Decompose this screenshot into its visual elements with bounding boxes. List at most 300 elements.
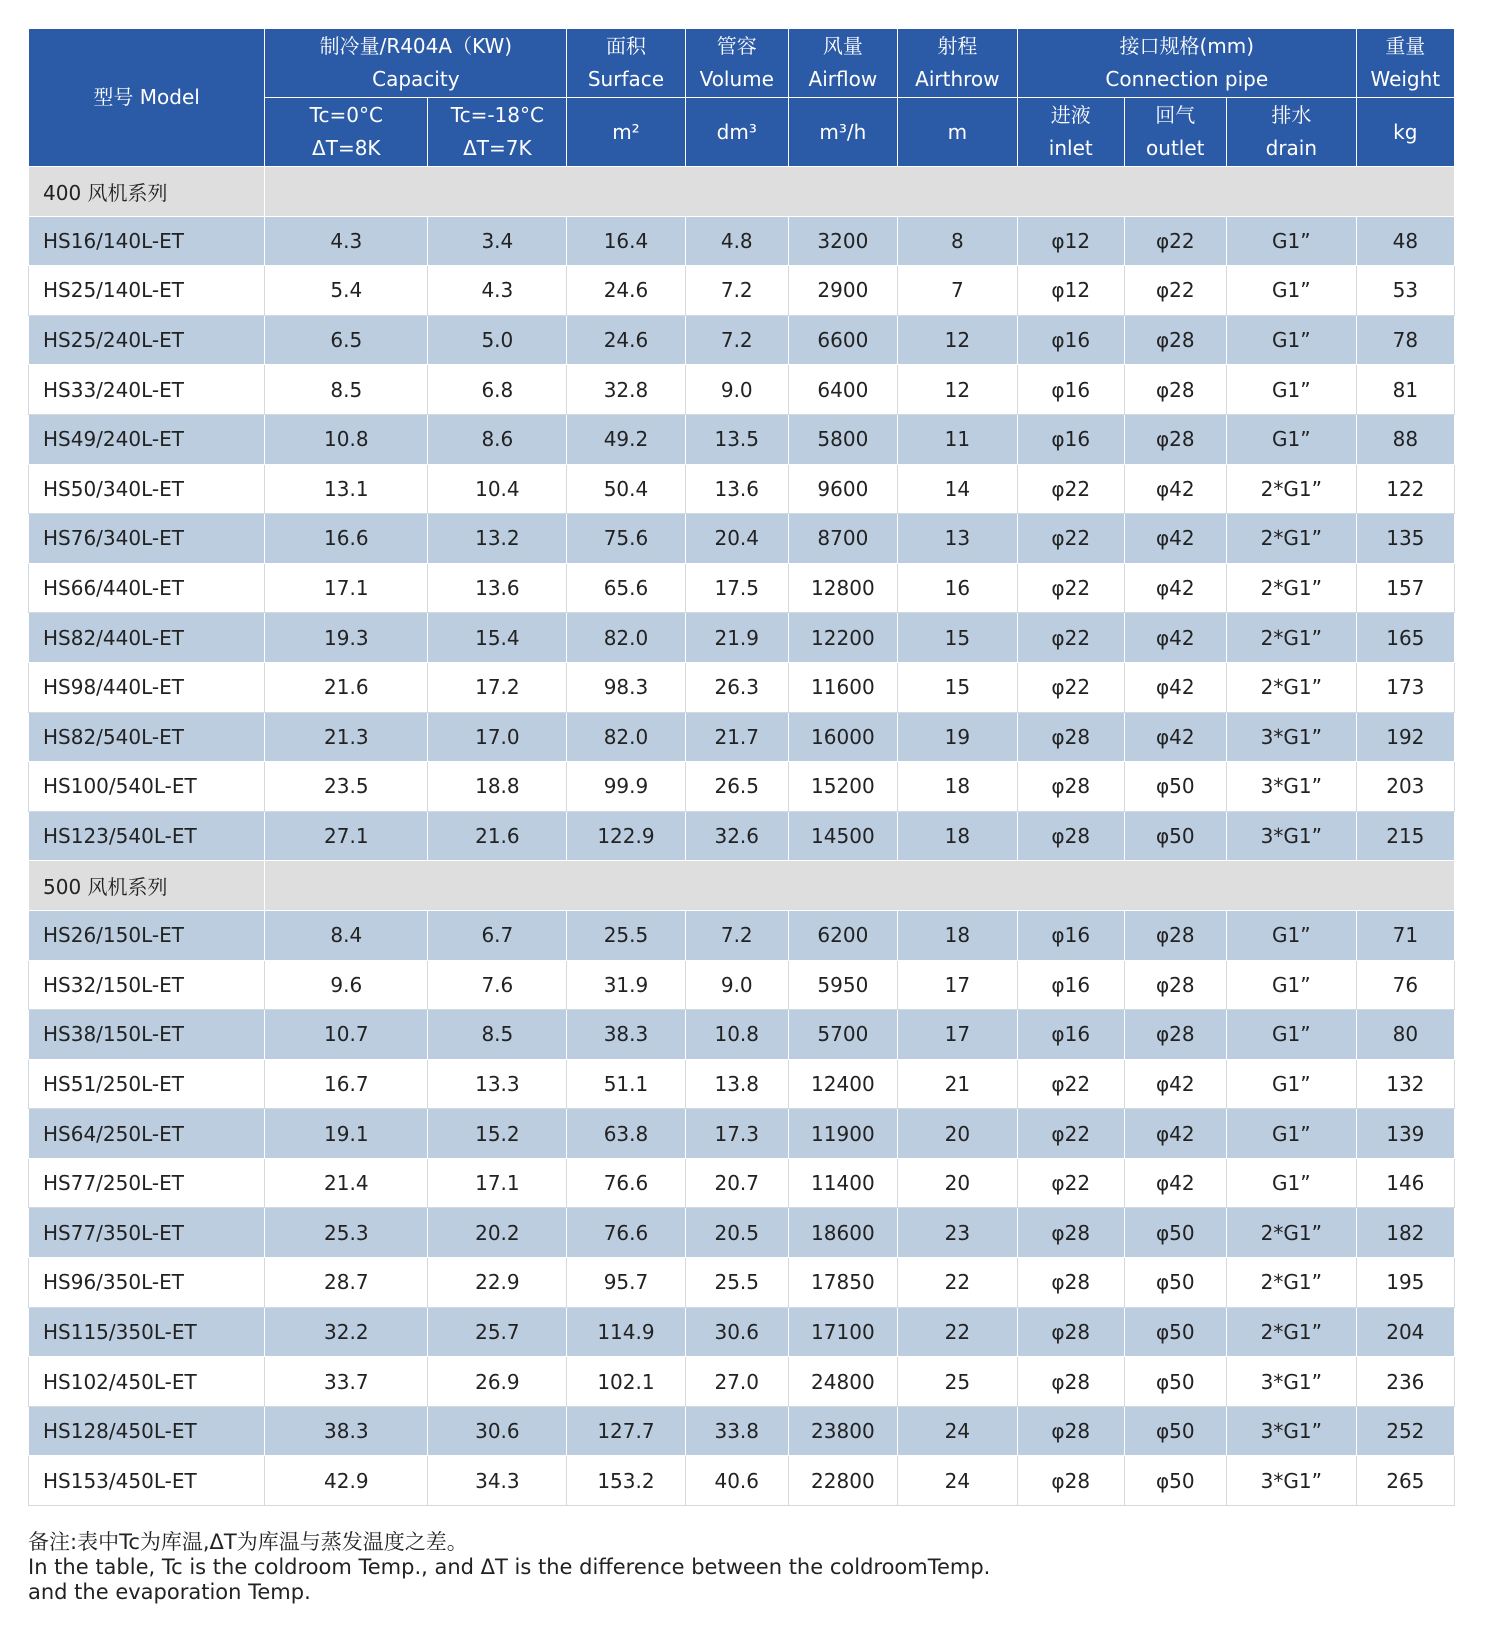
cell-volume: 9.0 bbox=[685, 365, 788, 415]
table-row bbox=[29, 1406, 1455, 1456]
cell-drain: 3*G1” bbox=[1227, 1357, 1357, 1407]
cell-outlet: φ42 bbox=[1124, 662, 1226, 712]
cell-capacity-tc18: 6.7 bbox=[428, 910, 567, 960]
table-row bbox=[29, 1258, 1455, 1308]
cell-inlet: φ16 bbox=[1017, 414, 1124, 464]
cell-airflow: 16000 bbox=[789, 712, 898, 762]
cell-outlet: φ28 bbox=[1124, 315, 1226, 365]
cell-outlet: φ28 bbox=[1124, 414, 1226, 464]
cell-airflow: 6400 bbox=[789, 365, 898, 415]
cell-weight: 215 bbox=[1356, 811, 1454, 861]
cell-volume: 13.6 bbox=[685, 464, 788, 514]
header-volume-unit: dm³ bbox=[685, 98, 788, 167]
cell-airflow: 14500 bbox=[789, 811, 898, 861]
cell-capacity-tc18: 22.9 bbox=[428, 1258, 567, 1308]
cell-drain: G1” bbox=[1227, 1158, 1357, 1208]
cell-airflow: 6600 bbox=[789, 315, 898, 365]
cell-surface: 76.6 bbox=[567, 1158, 685, 1208]
cell-drain: G1” bbox=[1227, 365, 1357, 415]
group-spacer bbox=[265, 167, 1455, 217]
table-row bbox=[29, 712, 1455, 762]
cell-capacity-tc0: 23.5 bbox=[265, 762, 428, 812]
cell-model: HS26/150L-ET bbox=[29, 910, 265, 960]
header-connection: 接口规格(mm) Connection pipe bbox=[1017, 29, 1356, 98]
cell-airthrow: 24 bbox=[897, 1456, 1017, 1506]
cell-inlet: φ16 bbox=[1017, 910, 1124, 960]
cell-outlet: φ50 bbox=[1124, 811, 1226, 861]
cell-capacity-tc18: 4.3 bbox=[428, 266, 567, 316]
cell-inlet: φ16 bbox=[1017, 315, 1124, 365]
cell-capacity-tc0: 8.5 bbox=[265, 365, 428, 415]
cell-capacity-tc0: 6.5 bbox=[265, 315, 428, 365]
cell-volume: 40.6 bbox=[685, 1456, 788, 1506]
cell-surface: 76.6 bbox=[567, 1208, 685, 1258]
cell-airthrow: 24 bbox=[897, 1406, 1017, 1456]
group-spacer bbox=[265, 861, 1455, 911]
cell-surface: 50.4 bbox=[567, 464, 685, 514]
cell-outlet: φ42 bbox=[1124, 1158, 1226, 1208]
cell-airthrow: 8 bbox=[897, 216, 1017, 266]
cell-outlet: φ50 bbox=[1124, 1258, 1226, 1308]
cell-airflow: 12800 bbox=[789, 563, 898, 613]
cell-volume: 25.5 bbox=[685, 1258, 788, 1308]
cell-airthrow: 17 bbox=[897, 1010, 1017, 1060]
cell-capacity-tc0: 5.4 bbox=[265, 266, 428, 316]
cell-capacity-tc18: 5.0 bbox=[428, 315, 567, 365]
cell-outlet: φ28 bbox=[1124, 910, 1226, 960]
cell-outlet: φ42 bbox=[1124, 613, 1226, 663]
table-row bbox=[29, 365, 1455, 415]
cell-capacity-tc0: 28.7 bbox=[265, 1258, 428, 1308]
cell-capacity-tc18: 18.8 bbox=[428, 762, 567, 812]
cell-airthrow: 18 bbox=[897, 910, 1017, 960]
cell-inlet: φ28 bbox=[1017, 1208, 1124, 1258]
cell-model: HS38/150L-ET bbox=[29, 1010, 265, 1060]
cell-inlet: φ22 bbox=[1017, 1059, 1124, 1109]
cell-model: HS33/240L-ET bbox=[29, 365, 265, 415]
cell-weight: 71 bbox=[1356, 910, 1454, 960]
cell-outlet: φ22 bbox=[1124, 216, 1226, 266]
cell-airthrow: 20 bbox=[897, 1109, 1017, 1159]
cell-weight: 204 bbox=[1356, 1307, 1454, 1357]
cell-airthrow: 19 bbox=[897, 712, 1017, 762]
cell-surface: 38.3 bbox=[567, 1010, 685, 1060]
cell-airflow: 11600 bbox=[789, 662, 898, 712]
cell-surface: 65.6 bbox=[567, 563, 685, 613]
cell-model: HS98/440L-ET bbox=[29, 662, 265, 712]
table-row bbox=[29, 1158, 1455, 1208]
cell-outlet: φ42 bbox=[1124, 464, 1226, 514]
cell-model: HS49/240L-ET bbox=[29, 414, 265, 464]
cell-outlet: φ22 bbox=[1124, 266, 1226, 316]
header-drain: 排水 drain bbox=[1227, 98, 1357, 167]
cell-surface: 51.1 bbox=[567, 1059, 685, 1109]
cell-airflow: 3200 bbox=[789, 216, 898, 266]
cell-surface: 102.1 bbox=[567, 1357, 685, 1407]
cell-capacity-tc18: 20.2 bbox=[428, 1208, 567, 1258]
cell-drain: G1” bbox=[1227, 1059, 1357, 1109]
cell-weight: 265 bbox=[1356, 1456, 1454, 1506]
table-row bbox=[29, 1456, 1455, 1506]
cell-model: HS123/540L-ET bbox=[29, 811, 265, 861]
cell-surface: 32.8 bbox=[567, 365, 685, 415]
cell-capacity-tc0: 42.9 bbox=[265, 1456, 428, 1506]
cell-model: HS128/450L-ET bbox=[29, 1406, 265, 1456]
group-row bbox=[29, 861, 1455, 911]
cell-capacity-tc18: 17.0 bbox=[428, 712, 567, 762]
cell-model: HS64/250L-ET bbox=[29, 1109, 265, 1159]
cell-inlet: φ16 bbox=[1017, 960, 1124, 1010]
cell-volume: 32.6 bbox=[685, 811, 788, 861]
header-airthrow-unit: m bbox=[897, 98, 1017, 167]
spec-table-container bbox=[28, 28, 1455, 1506]
cell-airflow: 9600 bbox=[789, 464, 898, 514]
cell-surface: 153.2 bbox=[567, 1456, 685, 1506]
cell-outlet: φ42 bbox=[1124, 712, 1226, 762]
cell-airthrow: 12 bbox=[897, 365, 1017, 415]
cell-volume: 10.8 bbox=[685, 1010, 788, 1060]
cell-drain: G1” bbox=[1227, 1109, 1357, 1159]
table-row bbox=[29, 563, 1455, 613]
cell-surface: 75.6 bbox=[567, 514, 685, 564]
cell-capacity-tc0: 16.6 bbox=[265, 514, 428, 564]
header-airflow-unit: m³/h bbox=[789, 98, 898, 167]
cell-inlet: φ28 bbox=[1017, 712, 1124, 762]
cell-drain: 3*G1” bbox=[1227, 762, 1357, 812]
table-row bbox=[29, 662, 1455, 712]
cell-airflow: 5700 bbox=[789, 1010, 898, 1060]
cell-inlet: φ28 bbox=[1017, 811, 1124, 861]
table-row bbox=[29, 315, 1455, 365]
cell-drain: 2*G1” bbox=[1227, 464, 1357, 514]
cell-model: HS51/250L-ET bbox=[29, 1059, 265, 1109]
cell-outlet: φ42 bbox=[1124, 1059, 1226, 1109]
cell-inlet: φ22 bbox=[1017, 613, 1124, 663]
footnote-cn: 备注:表中Tc为库温,ΔT为库温与蒸发温度之差。 bbox=[28, 1530, 468, 1554]
cell-airflow: 23800 bbox=[789, 1406, 898, 1456]
cell-weight: 203 bbox=[1356, 762, 1454, 812]
cell-airthrow: 25 bbox=[897, 1357, 1017, 1407]
cell-capacity-tc0: 21.6 bbox=[265, 662, 428, 712]
cell-inlet: φ22 bbox=[1017, 563, 1124, 613]
table-row bbox=[29, 514, 1455, 564]
cell-drain: 2*G1” bbox=[1227, 514, 1357, 564]
cell-weight: 236 bbox=[1356, 1357, 1454, 1407]
cell-inlet: φ28 bbox=[1017, 1307, 1124, 1357]
cell-airthrow: 17 bbox=[897, 960, 1017, 1010]
cell-volume: 20.4 bbox=[685, 514, 788, 564]
cell-surface: 24.6 bbox=[567, 315, 685, 365]
cell-surface: 98.3 bbox=[567, 662, 685, 712]
cell-airflow: 24800 bbox=[789, 1357, 898, 1407]
group-title: 400 风机系列 bbox=[29, 167, 265, 217]
cell-drain: G1” bbox=[1227, 910, 1357, 960]
cell-volume: 17.3 bbox=[685, 1109, 788, 1159]
cell-drain: 3*G1” bbox=[1227, 1406, 1357, 1456]
cell-weight: 135 bbox=[1356, 514, 1454, 564]
table-body bbox=[29, 167, 1455, 1506]
cell-outlet: φ42 bbox=[1124, 514, 1226, 564]
cell-volume: 13.5 bbox=[685, 414, 788, 464]
cell-surface: 95.7 bbox=[567, 1258, 685, 1308]
header-weight-unit: kg bbox=[1356, 98, 1454, 167]
cell-weight: 81 bbox=[1356, 365, 1454, 415]
table-row bbox=[29, 1109, 1455, 1159]
cell-capacity-tc18: 15.4 bbox=[428, 613, 567, 663]
cell-drain: 2*G1” bbox=[1227, 613, 1357, 663]
table-row bbox=[29, 216, 1455, 266]
cell-volume: 30.6 bbox=[685, 1307, 788, 1357]
cell-capacity-tc18: 8.5 bbox=[428, 1010, 567, 1060]
cell-capacity-tc0: 13.1 bbox=[265, 464, 428, 514]
cell-drain: 3*G1” bbox=[1227, 811, 1357, 861]
cell-weight: 122 bbox=[1356, 464, 1454, 514]
cell-inlet: φ12 bbox=[1017, 266, 1124, 316]
cell-outlet: φ50 bbox=[1124, 1357, 1226, 1407]
cell-model: HS115/350L-ET bbox=[29, 1307, 265, 1357]
cell-surface: 63.8 bbox=[567, 1109, 685, 1159]
cell-airthrow: 21 bbox=[897, 1059, 1017, 1109]
cell-outlet: φ28 bbox=[1124, 960, 1226, 1010]
cell-weight: 195 bbox=[1356, 1258, 1454, 1308]
cell-volume: 20.5 bbox=[685, 1208, 788, 1258]
cell-weight: 165 bbox=[1356, 613, 1454, 663]
cell-drain: 2*G1” bbox=[1227, 1307, 1357, 1357]
header-inlet: 进液 inlet bbox=[1017, 98, 1124, 167]
header-model: 型号 Model bbox=[29, 29, 265, 167]
cell-model: HS100/540L-ET bbox=[29, 762, 265, 812]
cell-capacity-tc18: 6.8 bbox=[428, 365, 567, 415]
cell-drain: 2*G1” bbox=[1227, 563, 1357, 613]
cell-capacity-tc18: 13.6 bbox=[428, 563, 567, 613]
cell-inlet: φ28 bbox=[1017, 1258, 1124, 1308]
cell-surface: 114.9 bbox=[567, 1307, 685, 1357]
cell-surface: 25.5 bbox=[567, 910, 685, 960]
table-row bbox=[29, 1357, 1455, 1407]
cell-capacity-tc0: 19.1 bbox=[265, 1109, 428, 1159]
table-row bbox=[29, 1010, 1455, 1060]
cell-capacity-tc18: 30.6 bbox=[428, 1406, 567, 1456]
cell-capacity-tc18: 17.2 bbox=[428, 662, 567, 712]
cell-airthrow: 18 bbox=[897, 762, 1017, 812]
cell-weight: 157 bbox=[1356, 563, 1454, 613]
table-header bbox=[29, 29, 1455, 167]
table-row bbox=[29, 464, 1455, 514]
cell-capacity-tc0: 33.7 bbox=[265, 1357, 428, 1407]
table-row bbox=[29, 613, 1455, 663]
table-row bbox=[29, 960, 1455, 1010]
cell-outlet: φ50 bbox=[1124, 1307, 1226, 1357]
table-row bbox=[29, 1307, 1455, 1357]
cell-drain: G1” bbox=[1227, 216, 1357, 266]
cell-surface: 16.4 bbox=[567, 216, 685, 266]
cell-airflow: 22800 bbox=[789, 1456, 898, 1506]
cell-volume: 27.0 bbox=[685, 1357, 788, 1407]
cell-drain: G1” bbox=[1227, 315, 1357, 365]
cell-airflow: 12200 bbox=[789, 613, 898, 663]
cell-capacity-tc0: 21.3 bbox=[265, 712, 428, 762]
header-volume: 管容 Volume bbox=[685, 29, 788, 98]
cell-airflow: 6200 bbox=[789, 910, 898, 960]
cell-airthrow: 7 bbox=[897, 266, 1017, 316]
cell-surface: 24.6 bbox=[567, 266, 685, 316]
cell-capacity-tc0: 32.2 bbox=[265, 1307, 428, 1357]
cell-inlet: φ22 bbox=[1017, 514, 1124, 564]
cell-airflow: 11400 bbox=[789, 1158, 898, 1208]
cell-model: HS16/140L-ET bbox=[29, 216, 265, 266]
cell-model: HS25/240L-ET bbox=[29, 315, 265, 365]
cell-capacity-tc0: 4.3 bbox=[265, 216, 428, 266]
header-tc0: Tc=0°C ΔT=8K bbox=[265, 98, 428, 167]
cell-capacity-tc18: 26.9 bbox=[428, 1357, 567, 1407]
cell-model: HS102/450L-ET bbox=[29, 1357, 265, 1407]
cell-volume: 21.9 bbox=[685, 613, 788, 663]
cell-airthrow: 15 bbox=[897, 613, 1017, 663]
cell-inlet: φ28 bbox=[1017, 1456, 1124, 1506]
footnote-en-line1: In the table, Tc is the coldroom Temp., and ΔT is the difference between the coldroomTemp. bbox=[28, 1555, 991, 1579]
footnote-en-line2: and the evaporation Temp. bbox=[28, 1580, 311, 1604]
cell-surface: 99.9 bbox=[567, 762, 685, 812]
cell-airflow: 5800 bbox=[789, 414, 898, 464]
cell-outlet: φ42 bbox=[1124, 563, 1226, 613]
cell-volume: 33.8 bbox=[685, 1406, 788, 1456]
cell-airthrow: 13 bbox=[897, 514, 1017, 564]
cell-drain: 2*G1” bbox=[1227, 1258, 1357, 1308]
header-outlet: 回气 outlet bbox=[1124, 98, 1226, 167]
table-row bbox=[29, 811, 1455, 861]
cell-capacity-tc18: 3.4 bbox=[428, 216, 567, 266]
cell-airflow: 17100 bbox=[789, 1307, 898, 1357]
cell-weight: 48 bbox=[1356, 216, 1454, 266]
cell-drain: G1” bbox=[1227, 960, 1357, 1010]
cell-airthrow: 12 bbox=[897, 315, 1017, 365]
cell-model: HS77/350L-ET bbox=[29, 1208, 265, 1258]
cell-capacity-tc18: 8.6 bbox=[428, 414, 567, 464]
table-row bbox=[29, 1059, 1455, 1109]
table-row bbox=[29, 762, 1455, 812]
cell-drain: 3*G1” bbox=[1227, 712, 1357, 762]
header-weight: 重量 Weight bbox=[1356, 29, 1454, 98]
header-surface: 面积 Surface bbox=[567, 29, 685, 98]
cell-airthrow: 22 bbox=[897, 1258, 1017, 1308]
cell-airthrow: 23 bbox=[897, 1208, 1017, 1258]
cell-weight: 173 bbox=[1356, 662, 1454, 712]
cell-capacity-tc18: 21.6 bbox=[428, 811, 567, 861]
cell-model: HS25/140L-ET bbox=[29, 266, 265, 316]
cell-surface: 127.7 bbox=[567, 1406, 685, 1456]
header-airflow: 风量 Airflow bbox=[789, 29, 898, 98]
header-airthrow: 射程 Airthrow bbox=[897, 29, 1017, 98]
cell-airflow: 17850 bbox=[789, 1258, 898, 1308]
cell-surface: 49.2 bbox=[567, 414, 685, 464]
cell-weight: 80 bbox=[1356, 1010, 1454, 1060]
cell-airthrow: 22 bbox=[897, 1307, 1017, 1357]
cell-outlet: φ50 bbox=[1124, 1406, 1226, 1456]
header-capacity: 制冷量/R404A（KW) Capacity bbox=[265, 29, 567, 98]
cell-outlet: φ50 bbox=[1124, 1208, 1226, 1258]
cell-capacity-tc0: 21.4 bbox=[265, 1158, 428, 1208]
table-row bbox=[29, 266, 1455, 316]
cell-outlet: φ28 bbox=[1124, 1010, 1226, 1060]
cell-volume: 26.3 bbox=[685, 662, 788, 712]
header-tc18: Tc=-18°C ΔT=7K bbox=[428, 98, 567, 167]
cell-airflow: 11900 bbox=[789, 1109, 898, 1159]
cell-volume: 17.5 bbox=[685, 563, 788, 613]
cell-drain: G1” bbox=[1227, 266, 1357, 316]
cell-outlet: φ50 bbox=[1124, 1456, 1226, 1506]
cell-model: HS32/150L-ET bbox=[29, 960, 265, 1010]
cell-airthrow: 18 bbox=[897, 811, 1017, 861]
cell-surface: 82.0 bbox=[567, 613, 685, 663]
cell-outlet: φ50 bbox=[1124, 762, 1226, 812]
cell-outlet: φ28 bbox=[1124, 365, 1226, 415]
cell-volume: 9.0 bbox=[685, 960, 788, 1010]
cell-capacity-tc0: 25.3 bbox=[265, 1208, 428, 1258]
cell-capacity-tc0: 9.6 bbox=[265, 960, 428, 1010]
cell-capacity-tc18: 10.4 bbox=[428, 464, 567, 514]
cell-inlet: φ28 bbox=[1017, 1357, 1124, 1407]
cell-volume: 7.2 bbox=[685, 910, 788, 960]
cell-weight: 146 bbox=[1356, 1158, 1454, 1208]
cell-capacity-tc18: 34.3 bbox=[428, 1456, 567, 1506]
cell-inlet: φ12 bbox=[1017, 216, 1124, 266]
cell-airflow: 5950 bbox=[789, 960, 898, 1010]
cell-capacity-tc0: 27.1 bbox=[265, 811, 428, 861]
cell-surface: 82.0 bbox=[567, 712, 685, 762]
cell-drain: 2*G1” bbox=[1227, 662, 1357, 712]
cell-capacity-tc0: 19.3 bbox=[265, 613, 428, 663]
cell-airflow: 8700 bbox=[789, 514, 898, 564]
cell-airflow: 15200 bbox=[789, 762, 898, 812]
cell-weight: 182 bbox=[1356, 1208, 1454, 1258]
cell-weight: 78 bbox=[1356, 315, 1454, 365]
cell-drain: 3*G1” bbox=[1227, 1456, 1357, 1506]
cell-drain: 2*G1” bbox=[1227, 1208, 1357, 1258]
cell-volume: 13.8 bbox=[685, 1059, 788, 1109]
cell-volume: 7.2 bbox=[685, 315, 788, 365]
cell-weight: 139 bbox=[1356, 1109, 1454, 1159]
cell-drain: G1” bbox=[1227, 414, 1357, 464]
cell-drain: G1” bbox=[1227, 1010, 1357, 1060]
cell-capacity-tc18: 15.2 bbox=[428, 1109, 567, 1159]
group-title: 500 风机系列 bbox=[29, 861, 265, 911]
cell-airthrow: 20 bbox=[897, 1158, 1017, 1208]
cell-model: HS50/340L-ET bbox=[29, 464, 265, 514]
cell-inlet: φ16 bbox=[1017, 1010, 1124, 1060]
cell-weight: 192 bbox=[1356, 712, 1454, 762]
cell-weight: 132 bbox=[1356, 1059, 1454, 1109]
cell-volume: 21.7 bbox=[685, 712, 788, 762]
cell-inlet: φ16 bbox=[1017, 365, 1124, 415]
cell-weight: 252 bbox=[1356, 1406, 1454, 1456]
cell-capacity-tc0: 16.7 bbox=[265, 1059, 428, 1109]
cell-model: HS77/250L-ET bbox=[29, 1158, 265, 1208]
group-row bbox=[29, 167, 1455, 217]
cell-capacity-tc0: 10.8 bbox=[265, 414, 428, 464]
cell-model: HS153/450L-ET bbox=[29, 1456, 265, 1506]
cell-capacity-tc0: 8.4 bbox=[265, 910, 428, 960]
cell-surface: 122.9 bbox=[567, 811, 685, 861]
cell-model: HS96/350L-ET bbox=[29, 1258, 265, 1308]
spec-table bbox=[28, 28, 1455, 1506]
cell-surface: 31.9 bbox=[567, 960, 685, 1010]
table-row bbox=[29, 1208, 1455, 1258]
cell-inlet: φ22 bbox=[1017, 1158, 1124, 1208]
cell-weight: 76 bbox=[1356, 960, 1454, 1010]
cell-airthrow: 14 bbox=[897, 464, 1017, 514]
cell-inlet: φ28 bbox=[1017, 1406, 1124, 1456]
cell-model: HS82/540L-ET bbox=[29, 712, 265, 762]
